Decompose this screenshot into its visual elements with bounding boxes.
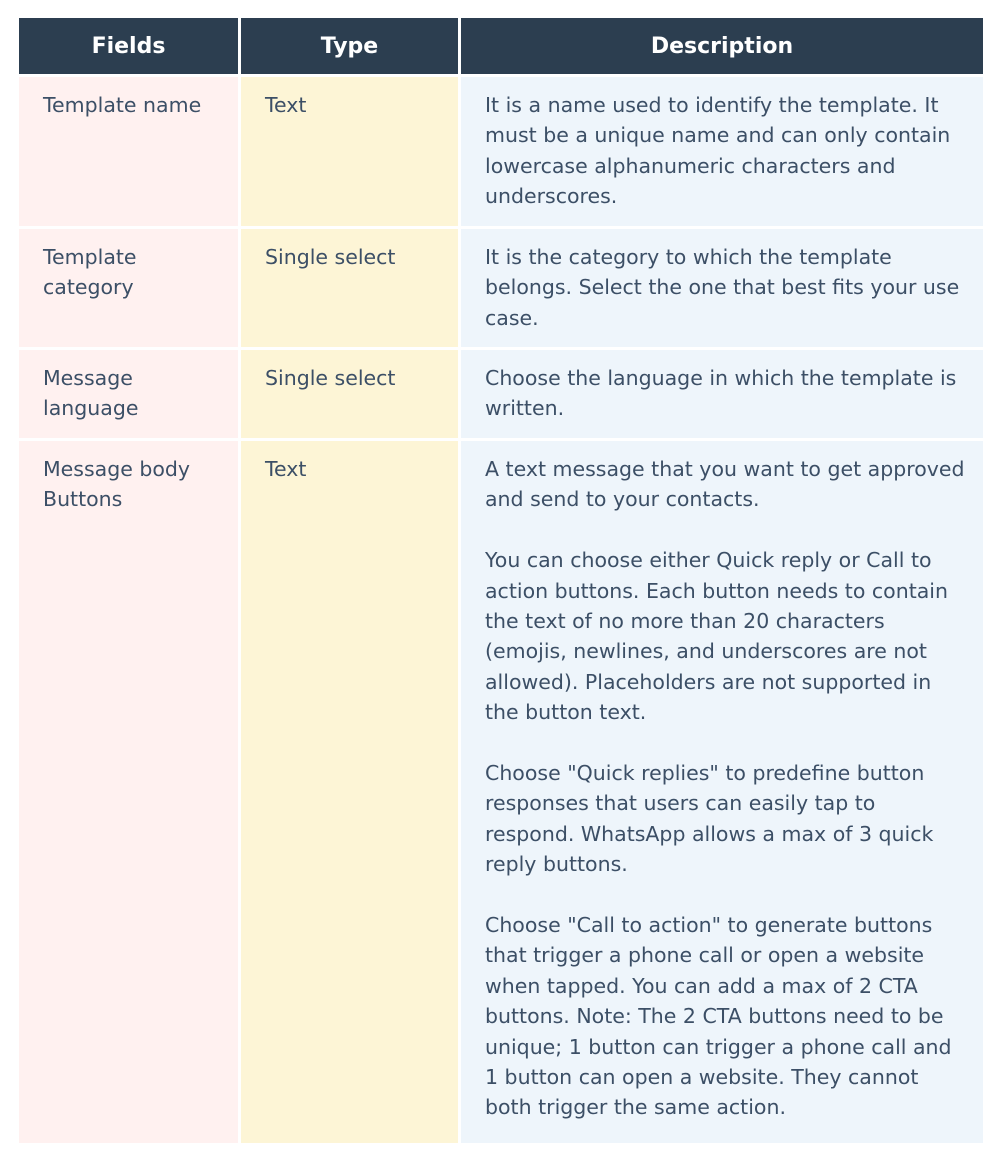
description-paragraph: It is a name used to identify the template. It must be a unique name and can only contain lowercase alphanumeric characters and underscores. xyxy=(485,93,951,209)
type-cell: Text xyxy=(241,74,458,226)
description-cell xyxy=(461,438,983,1143)
description-cell xyxy=(461,226,983,347)
header-description: Description xyxy=(461,18,983,74)
description-paragraph: Choose "Call to action" to generate buttons that trigger a phone call or open a website when tapped. You can add a max of 2 CTA buttons. Note: The 2 CTA buttons need to be unique; 1 button can trigger a phone call and 1 button can open a website. They cannot both trigger the same action. xyxy=(485,913,952,1120)
description-paragraph: Choose "Quick replies" to predefine button responses that users can easily tap to respond. WhatsApp allows a max of 3 quick reply buttons. xyxy=(485,761,934,877)
field-name: Buttons xyxy=(43,487,123,512)
field-cell xyxy=(19,74,238,226)
description-cell xyxy=(461,74,983,226)
field-name: Template name xyxy=(43,93,202,117)
header-type: Type xyxy=(241,18,458,74)
description-paragraph: You can choose either Quick reply or Call to action buttons. Each button needs to contain the text of no more than 20 characters (emojis, newlines, and underscores are not allowed). Placeholders are not supported in the button text. xyxy=(485,548,948,725)
field-name: Message language xyxy=(43,366,139,421)
field-cell xyxy=(19,226,238,347)
header-fields: Fields xyxy=(19,18,238,74)
description-paragraph: It is the category to which the template belongs. Select the one that best fits your use case. xyxy=(485,245,960,330)
field-name: Template category xyxy=(43,245,137,300)
field-cell xyxy=(19,438,238,1143)
description-paragraph: A text message that you want to get approved and send to your contacts. xyxy=(485,457,965,512)
description-cell xyxy=(461,347,983,438)
type-cell: Text xyxy=(241,438,458,1143)
description-paragraph: Choose the language in which the template is written. xyxy=(485,366,957,421)
type-cell: Single select xyxy=(241,347,458,438)
field-name: Message body xyxy=(43,457,191,481)
field-cell xyxy=(19,347,238,438)
type-cell: Single select xyxy=(241,226,458,347)
fields-table xyxy=(19,18,982,1143)
